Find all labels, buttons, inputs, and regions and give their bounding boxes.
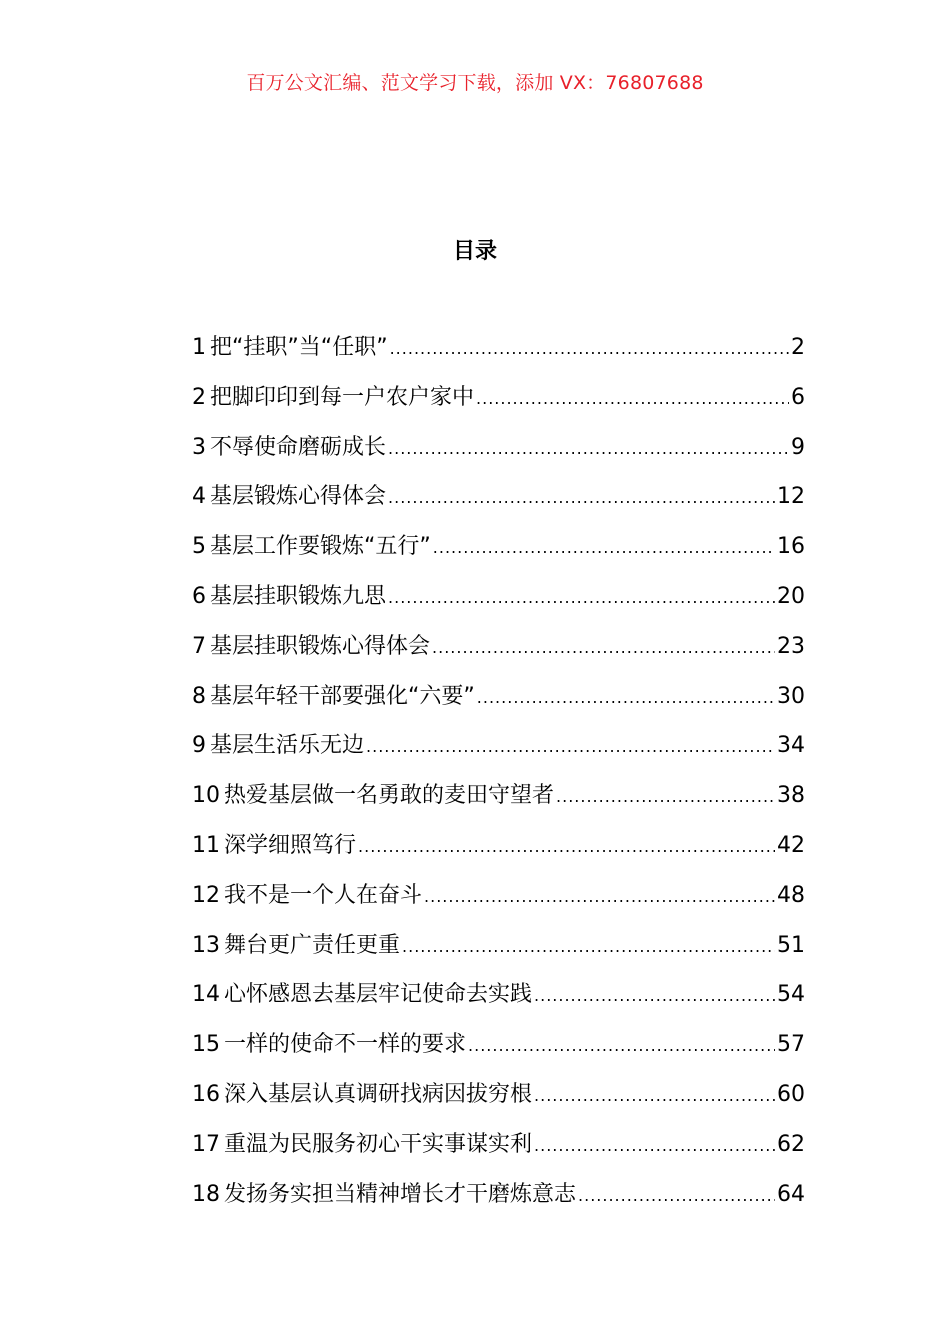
- dot-leader: [432, 638, 775, 657]
- toc-entry-title: 基层工作要锻炼“五行”: [210, 534, 431, 560]
- toc-entry-number: 5: [192, 534, 206, 560]
- toc-entry-page: 38: [777, 783, 805, 809]
- toc-entry-8[interactable]: [192, 679, 805, 729]
- dot-leader: [388, 488, 775, 507]
- toc-entry-number: 8: [192, 683, 206, 709]
- toc-entry-title: 一样的使命不一样的要求: [224, 1032, 467, 1058]
- toc-entry-4[interactable]: [192, 479, 805, 529]
- dot-leader: [366, 737, 775, 756]
- toc-entry-number: 15: [192, 1032, 220, 1058]
- toc-entry-title: 热爱基层做一名勇敢的麦田守望者: [224, 783, 555, 809]
- toc-entry-title: 基层挂职锻炼心得体会: [210, 633, 431, 659]
- toc-entry-14[interactable]: [192, 977, 805, 1027]
- toc-entry-page: 54: [777, 982, 805, 1008]
- toc-entry-title: 深入基层认真调研找病因拔穷根: [224, 1081, 533, 1107]
- toc-entry-3[interactable]: [192, 430, 805, 480]
- toc-entry-title: 我不是一个人在奋斗: [224, 882, 423, 908]
- toc-entry-13[interactable]: [192, 928, 805, 978]
- toc-entry-2[interactable]: [192, 380, 805, 430]
- toc-entry-page: 64: [777, 1181, 805, 1207]
- toc-entry-title: 基层挂职锻炼九思: [210, 583, 387, 609]
- toc-entry-title: 心怀感恩去基层牢记使命去实践: [224, 982, 533, 1008]
- toc-entry-number: 6: [192, 583, 206, 609]
- toc-entry-page: 9: [791, 434, 805, 460]
- toc-entry-number: 1: [192, 335, 206, 360]
- toc-entry-15[interactable]: [192, 1027, 805, 1077]
- toc-entry-number: 12: [192, 882, 220, 908]
- dot-leader: [402, 937, 775, 956]
- toc-entry-title: 深学细照笃行: [224, 832, 357, 858]
- toc-entry-11[interactable]: [192, 828, 805, 878]
- dot-leader: [390, 339, 789, 358]
- dot-leader: [534, 1136, 775, 1155]
- toc-entry-title: 基层年轻干部要强化“六要”: [210, 683, 475, 709]
- toc-entry-number: 17: [192, 1131, 220, 1157]
- toc-entry-18[interactable]: [192, 1177, 805, 1227]
- toc-entry-title: 基层锻炼心得体会: [210, 484, 387, 510]
- toc-entry-1[interactable]: [192, 330, 805, 380]
- dot-leader: [477, 688, 775, 707]
- header-watermark: 百万公文汇编、范文学习下载，添加 VX：76807688: [246, 72, 704, 94]
- table-of-contents: [192, 330, 805, 1226]
- toc-entry-page: 30: [777, 683, 805, 709]
- toc-entry-17[interactable]: [192, 1127, 805, 1177]
- toc-entry-title: 发扬务实担当精神增长才干磨炼意志: [224, 1181, 577, 1207]
- toc-entry-number: 7: [192, 633, 206, 659]
- page-title: 目录: [452, 239, 497, 264]
- toc-entry-page: 57: [777, 1032, 805, 1058]
- toc-entry-title: 舞台更广责任更重: [224, 932, 401, 958]
- toc-entry-number: 9: [192, 733, 206, 759]
- toc-entry-number: 2: [192, 384, 206, 410]
- toc-entry-page: 12: [777, 484, 805, 510]
- dot-leader: [534, 1086, 775, 1105]
- dot-leader: [388, 439, 789, 458]
- dot-leader: [468, 1036, 775, 1055]
- toc-entry-title: 重温为民服务初心干实事谋实利: [224, 1131, 533, 1157]
- toc-entry-number: 10: [192, 783, 220, 809]
- toc-entry-number: 16: [192, 1081, 220, 1107]
- dot-leader: [476, 389, 789, 408]
- toc-entry-number: 4: [192, 484, 206, 510]
- toc-entry-7[interactable]: [192, 629, 805, 679]
- toc-entry-title: 基层生活乐无边: [210, 733, 365, 759]
- toc-entry-12[interactable]: [192, 878, 805, 928]
- toc-entry-6[interactable]: [192, 579, 805, 629]
- toc-entry-page: 62: [777, 1131, 805, 1157]
- toc-entry-number: 11: [192, 832, 220, 858]
- dot-leader: [578, 1186, 775, 1205]
- dot-leader: [534, 986, 775, 1005]
- toc-entry-page: 6: [791, 384, 805, 410]
- toc-entry-page: 16: [777, 534, 805, 560]
- toc-entry-title: 把脚印印到每一户农户家中: [210, 384, 475, 410]
- dot-leader: [556, 787, 775, 806]
- toc-entry-page: 23: [777, 633, 805, 659]
- toc-entry-page: 60: [777, 1081, 805, 1107]
- toc-entry-5[interactable]: [192, 529, 805, 579]
- dot-leader: [388, 588, 775, 607]
- toc-entry-number: 18: [192, 1181, 220, 1207]
- toc-entry-16[interactable]: [192, 1077, 805, 1127]
- dot-leader: [358, 837, 775, 856]
- toc-entry-page: 34: [777, 733, 805, 759]
- toc-entry-page: 20: [777, 583, 805, 609]
- toc-entry-title: 把“挂职”当“任职”: [210, 335, 388, 360]
- toc-entry-page: 42: [777, 832, 805, 858]
- toc-entry-page: 48: [777, 882, 805, 908]
- toc-entry-10[interactable]: [192, 778, 805, 828]
- toc-entry-page: 2: [791, 335, 805, 360]
- dot-leader: [424, 887, 775, 906]
- toc-entry-number: 14: [192, 982, 220, 1008]
- dot-leader: [433, 538, 775, 557]
- toc-entry-title: 不辱使命磨砺成长: [210, 434, 387, 460]
- toc-entry-number: 13: [192, 932, 220, 958]
- toc-entry-9[interactable]: [192, 728, 805, 778]
- toc-entry-number: 3: [192, 434, 206, 460]
- toc-entry-page: 51: [777, 932, 805, 958]
